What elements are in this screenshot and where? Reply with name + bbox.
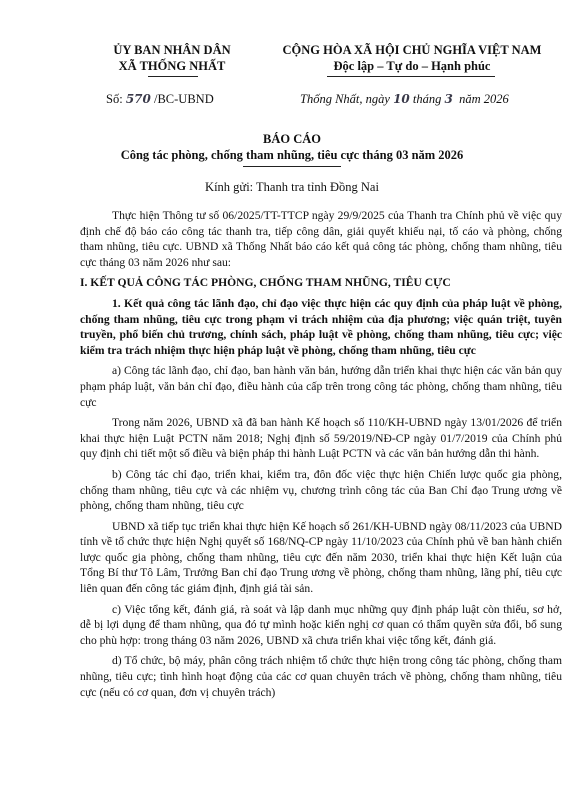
- item-a-heading: a) Công tác lãnh đạo, chỉ đạo, ban hành văn bản, hướng dẫn triển khai thực hiện các văn bản quy phạm pháp luật, văn bản chỉ đạo, điều hành của cấp trên trong công tác phòng, chống tham nhũng, tiêu cực: [80, 364, 562, 409]
- date-place: Thống Nhất, ngày: [300, 92, 394, 106]
- handwritten-number: 570: [125, 92, 151, 106]
- report-body: [80, 208, 562, 705]
- item-b-heading: b) Công tác chỉ đạo, triển khai, kiểm tra, đôn đốc việc thực hiện Chiến lược quốc gia phòng, chống tham nhũng, tiêu cực và các nhiệm vụ, chương trình công tác của Ban Chỉ đạo Trung ương về phòng, chống tham nhũng, tiêu cực: [80, 467, 562, 513]
- commune-name: XÃ THỐNG NHẤT: [118, 59, 226, 73]
- national-motto: [262, 42, 562, 74]
- recipient-line: Kính gửi: Thanh tra tỉnh Đồng Nai: [205, 180, 379, 194]
- document-type: BÁO CÁO: [263, 132, 321, 146]
- date-month-label: tháng: [409, 92, 445, 106]
- motto-underline: [327, 76, 495, 77]
- handwritten-day: 10: [393, 92, 410, 106]
- item-a-content: Trong năm 2026, UBND xã đã ban hành Kế hoạch số 110/KH-UBND ngày 13/01/2026 để triển khai thực hiện Luật PCTN năm 2018; Nghị định số 59/2019/NĐ-CP ngày 01/7/2019 của Chính phủ quy định chi tiết một số điều và biện pháp thi hành Luật PCTN và các văn bản hướng dẫn thi hành.: [80, 416, 562, 461]
- subsection-heading: 1. Kết quả công tác lãnh đạo, chỉ đạo việc thực hiện các quy định của pháp luật về phòng, chống tham nhũng, tiêu cực trong phạm vi trách nhiệm của địa phương; việc quán triệt, tuyên truyền, phổ biến chủ trương, chính sách, pháp luật về phòng, chống tham nhũng, tiêu cực; việc kiểm tra trách nhiệm thực hiện pháp luật về phòng, chống tham nhũng, tiêu cực: [80, 296, 562, 357]
- document-number: [106, 92, 214, 107]
- agency-name: ỦY BAN NHÂN DÂN: [113, 43, 231, 57]
- item-d-paragraph: d) Tổ chức, bộ máy, phân công trách nhiệm tổ chức thực hiện trong công tác phòng, chống tham nhũng, tiêu cực; tình hình hoạt động của các cơ quan chuyên trách về phòng, chống tham nhũng, tiêu cực (nếu có cơ quan, đơn vị chuyên trách): [80, 654, 562, 699]
- date-year: năm 2026: [452, 92, 509, 106]
- document-subject: Công tác phòng, chống tham nhũng, tiêu cực tháng 03 năm 2026: [120, 148, 464, 162]
- handwritten-month: 3: [444, 92, 453, 106]
- number-prefix: Số:: [106, 92, 126, 106]
- nation-title: CỘNG HÒA XÃ HỘI CHỦ NGHĨA VIỆT NAM: [282, 43, 542, 57]
- motto: Độc lập – Tự do – Hạnh phúc: [333, 59, 491, 73]
- number-suffix: /BC-UBND: [150, 92, 214, 106]
- intro-paragraph: Thực hiện Thông tư số 06/2025/TT-TTCP ngày 29/9/2025 của Thanh tra Chính phủ về việc quy định chế độ báo cáo công tác thanh tra, tiếp công dân, giải quyết khiếu nại, tố cáo và phòng, chống tham nhũng, tiêu cực. UBND xã Thống Nhất báo cáo kết quả công tác phòng, chống tham nhũng, tiêu cực tháng 03 năm 2026 như sau:: [80, 209, 562, 269]
- issuing-agency: [92, 42, 252, 74]
- item-b-content: UBND xã tiếp tục triển khai thực hiện Kế hoạch số 261/KH-UBND ngày 08/11/2023 của UBND tỉnh về tổ chức thực hiện Nghị quyết số 168/NQ-CP ngày 11/10/2023 của Chính phủ về ban hành chiến lược quốc gia phòng, chống tham nhũng, tiêu cực đến năm 2030, triển khai thực hiện Kết luận của Tổng Bí thư Tô Lâm, Trưởng Ban chỉ đạo Trung ương về phòng, chống tham nhũng, lãng phí, tiêu cực liên quan đến công tác giám định, định giá tài sản.: [80, 519, 562, 596]
- section-heading: I. KẾT QUẢ CÔNG TÁC PHÒNG, CHỐNG THAM NHŨNG, TIÊU CỰC: [80, 276, 451, 290]
- subject-underline: [243, 166, 341, 167]
- issue-date: [300, 92, 509, 107]
- item-c-paragraph: c) Việc tổng kết, đánh giá, rà soát và lập danh mục những quy định pháp luật còn thiếu, sơ hở, dễ bị lợi dụng để tham nhũng, qua đó tự mình hoặc kiến nghị cơ quan có thẩm quyền sửa đổi, bổ sung cho phù hợp: trong tháng 03 năm 2026, UBND xã chưa triển khai việc tổng kết, đánh giá.: [80, 602, 562, 647]
- agency-underline: [148, 76, 198, 77]
